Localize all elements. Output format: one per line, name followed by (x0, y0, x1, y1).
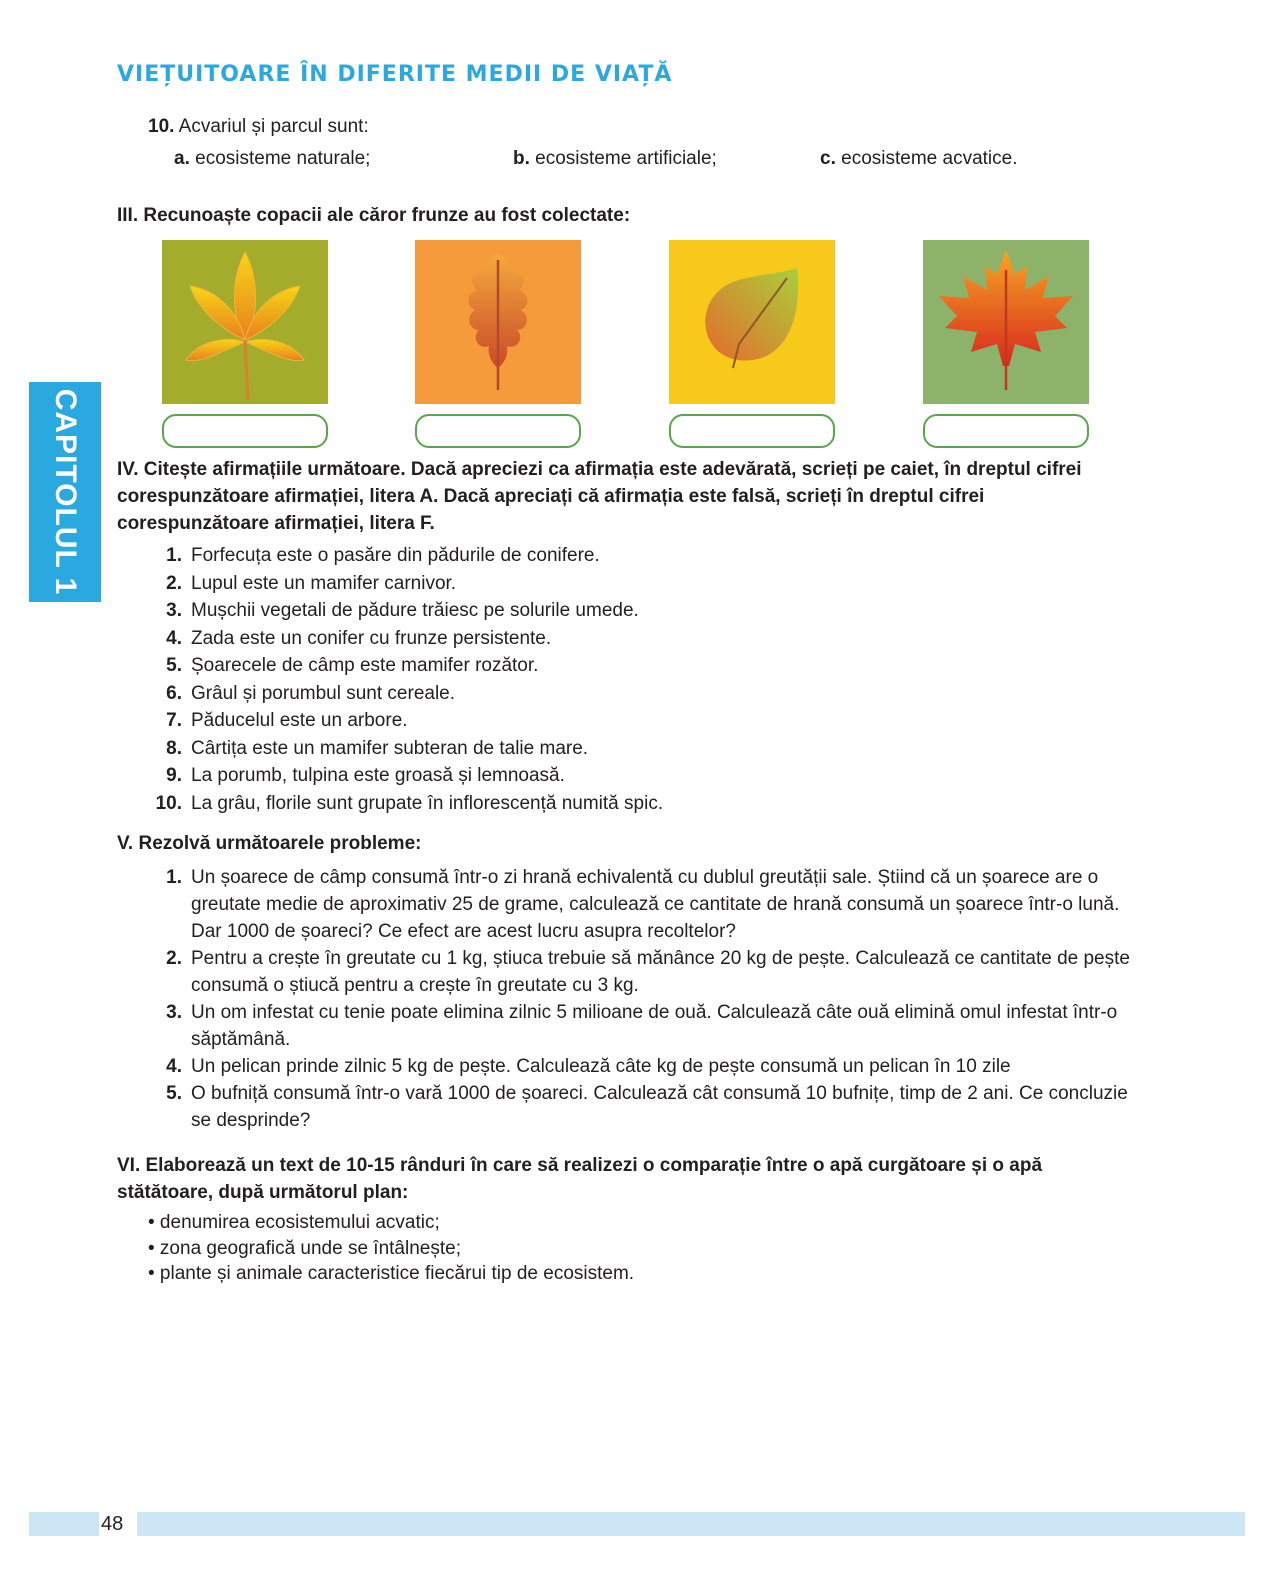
item-text: Zada este un conifer cu frunze persistente. (191, 627, 552, 649)
footer-band-right (137, 1512, 1245, 1536)
footer-band-left (29, 1512, 99, 1536)
item-number: 10. (155, 792, 182, 814)
question-10 (148, 116, 369, 138)
leaf-card-2 (415, 240, 581, 404)
item-number: 3. (166, 1002, 182, 1023)
list-item (148, 680, 1148, 708)
list-item (148, 864, 1138, 945)
option-text: ecosisteme artificiale; (535, 148, 717, 169)
running-title: VIEȚUITOARE ÎN DIFERITE MEDII DE VIAȚĂ (117, 62, 673, 87)
page-number: 48 (101, 1513, 124, 1535)
item-number: 9. (166, 765, 182, 786)
option-a (174, 148, 370, 170)
answer-field-2[interactable] (415, 414, 581, 448)
list-item (148, 652, 1148, 680)
list-item (148, 570, 1148, 598)
plan-bullets (148, 1210, 634, 1287)
item-number: 5. (166, 655, 182, 676)
item-text: Grâul și porumbul sunt cereale. (191, 682, 456, 704)
item-text: Un om infestat cu tenie poate elimina zilnic 5 milioane de ouă. Calculează câte ouă elimină omul infestat într-o săptămână. (191, 1002, 1118, 1050)
item-text: La grâu, florile sunt grupate în inflorescență numită spic. (191, 792, 664, 814)
item-text: Un șoarece de câmp consumă într-o zi hrană echivalentă cu dublul greutății sale. Știind că un șoarece are o greutate medie de aproximativ 25 de grame, calculează ce cantitate de hrană consumă un șoarece într-o lună. Dar 1000 de șoareci? Ce efect are acest lucru asupra recoltelor? (191, 867, 1120, 942)
question-text: Acvariul și parcul sunt: (178, 116, 369, 137)
item-text: Șoarecele de câmp este mamifer rozător. (191, 655, 539, 676)
list-item (148, 999, 1138, 1053)
question-number: 10. (148, 116, 175, 137)
item-number: 7. (166, 710, 182, 731)
item-number: 2. (166, 572, 182, 594)
section-3-title: III. Recunoaște copacii ale căror frunze au fost colectate: (117, 205, 631, 226)
answer-field-3[interactable] (669, 414, 835, 448)
list-item (148, 790, 1148, 818)
problems-list (148, 864, 1138, 1134)
item-number: 1. (166, 867, 182, 888)
list-item (148, 945, 1138, 999)
oak-leaf-icon (415, 240, 581, 404)
item-number: 3. (166, 600, 182, 621)
item-number: 8. (166, 737, 182, 759)
section-6-title: VI. Elaborează un text de 10-15 rânduri în care să realizezi o comparație între o apă curgătoare și o apă stătătoare, după următorul plan: (117, 1155, 1043, 1203)
item-text: Pentru a crește în greutate cu 1 kg, știuca trebuie să mănânce 20 kg de pește. Calculează ce cantitate de pește consumă o știucă pentru a crește în greutate cu 3 kg. (191, 948, 1130, 996)
list-item (148, 707, 1148, 735)
option-text: ecosisteme naturale; (195, 148, 371, 169)
option-letter: a. (174, 148, 190, 169)
linden-leaf-icon (669, 240, 835, 404)
item-number: 4. (166, 627, 182, 649)
list-item (148, 625, 1148, 653)
leaf-card-3 (669, 240, 835, 404)
list-item (148, 1053, 1138, 1080)
answer-field-4[interactable] (923, 414, 1089, 448)
item-number: 4. (166, 1056, 182, 1077)
section-5-title: V. Rezolvă următoarele probleme: (117, 833, 422, 854)
item-text: Păducelul este un arbore. (191, 710, 408, 731)
item-text: Un pelican prinde zilnic 5 kg de pește. Calculează câte kg de pește consumă un pelican în 10 zile (191, 1056, 1011, 1077)
chapter-tab-label: CAPITOLUL 1 (49, 388, 82, 596)
list-item (148, 735, 1148, 763)
list-item (148, 762, 1148, 790)
item-number: 1. (166, 545, 182, 566)
item-text: Mușchii vegetali de pădure trăiesc pe solurile umede. (191, 600, 639, 621)
item-text: Cârtița este un mamifer subteran de talie mare. (191, 737, 589, 759)
item-number: 5. (166, 1083, 182, 1104)
item-text: Lupul este un mamifer carnivor. (191, 572, 457, 594)
answer-field-1[interactable] (162, 414, 328, 448)
statements-list (148, 542, 1148, 817)
list-item (148, 597, 1148, 625)
bullet-item: • denumirea ecosistemului acvatic; (148, 1212, 440, 1233)
item-text: O bufniță consumă într-o vară 1000 de șoareci. Calculează cât consumă 10 bufnițe, timp de 2 ani. Ce concluzie se desprinde? (191, 1083, 1128, 1131)
bullet-item: • plante și animale caracteristice fiecărui tip de ecosistem. (148, 1263, 635, 1284)
option-letter: b. (513, 148, 530, 169)
item-number: 2. (166, 948, 182, 969)
item-text: La porumb, tulpina este groasă și lemnoasă. (191, 765, 565, 786)
leaf-card-4 (923, 240, 1089, 404)
bullet-item: • zona geografică unde se întâlnește; (148, 1237, 461, 1259)
chapter-tab (29, 382, 101, 602)
option-b (513, 148, 717, 170)
item-number: 6. (166, 682, 182, 704)
list-item (148, 1080, 1138, 1134)
list-item (148, 542, 1148, 570)
chestnut-leaf-icon (162, 240, 328, 404)
option-letter: c. (820, 148, 836, 169)
option-c (820, 148, 1018, 170)
section-4-title: IV. Citește afirmațiile următoare. Dacă apreciezi ca afirmația este adevărată, scrieți pe caiet, în dreptul cifrei corespunzătoare afirmației, litera A. Dacă apreciați că afirmația este falsă, scrieți în dreptul cifrei corespunzătoare afirmației, litera F. (117, 459, 1082, 534)
maple-leaf-icon (923, 240, 1089, 404)
item-text: Forfecuța este o pasăre din pădurile de conifere. (191, 545, 600, 566)
option-text: ecosisteme acvatice. (841, 148, 1018, 169)
leaf-card-1 (162, 240, 328, 404)
